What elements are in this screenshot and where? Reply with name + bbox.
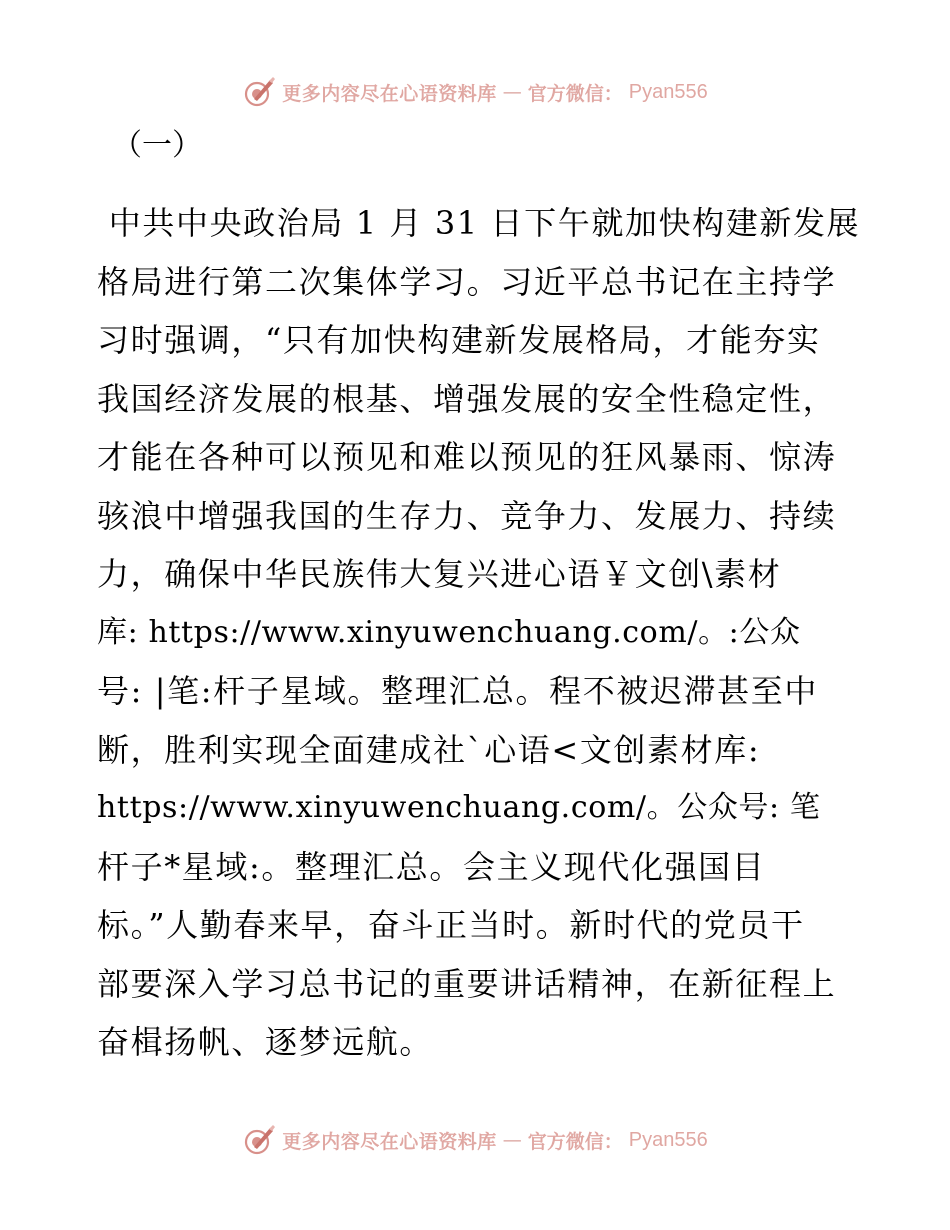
paragraph-line: 杆子*星域:。整理汇总。会主义现代化强国目 [97,847,766,886]
paragraph-line: 奋楫扬帆、逐梦远航。 [97,1023,434,1061]
paragraph-line: 才能在各种可以预见和难以预见的狂风暴雨、惊涛 [97,438,837,476]
paragraph-line: 库: https://www.xinyuwenchuang.com/。:公众 [97,614,801,650]
watermark-text: 更多内容尽在心语资料库 [282,82,497,105]
paragraph-line: 我国经济发展的根基、增强发展的安全性稳定性， [97,379,837,418]
paragraph-line: 力，确保中华民族伟大复兴进心语￥文创\素材 [97,555,782,593]
paragraph-line: 部要深入学习总书记的重要讲话精神，在新征程上 [97,964,837,1003]
watermark-separator: — [502,1129,522,1151]
paragraph-line: https://www.xinyuwenchuang.com/。公众号: 笔 [97,790,821,825]
footer-watermark [0,1120,950,1160]
body-paragraph [97,194,861,1072]
quill-logo-icon [242,1123,276,1157]
quill-logo-icon [242,75,276,109]
watermark-wechat-id: Pyan556 [628,1128,708,1151]
watermark-text: 更多内容尽在心语资料库 [282,1130,497,1153]
watermark-wechat-id: Pyan556 [628,80,708,103]
paragraph-line: 断，胜利实现全面建成社`心语<文创素材库: [97,730,761,769]
paragraph-line: 中共中央政治局 1 月 31 日下午就加快构建新发展 [97,204,861,242]
paragraph-line: 号: |笔:杆子星域。整理汇总。程不被迟滞甚至中 [97,672,818,710]
paragraph-line: 标。”人勤春来早，奋斗正当时。新时代的党员干 [97,906,805,944]
watermark-wechat-label: 官方微信： [527,82,623,105]
section-number: （一） [112,128,202,163]
watermark-wechat-label: 官方微信： [527,1130,623,1153]
header-watermark [0,72,950,112]
paragraph-line: 习时强调，“只有加快构建新发展格局，才能夯实 [97,321,821,359]
paragraph-line: 骇浪中增强我国的生存力、竞争力、发展力、持续 [97,496,837,535]
paragraph-line: 格局进行第二次集体学习。习近平总书记在主持学 [97,262,837,301]
watermark-separator: — [502,81,522,103]
